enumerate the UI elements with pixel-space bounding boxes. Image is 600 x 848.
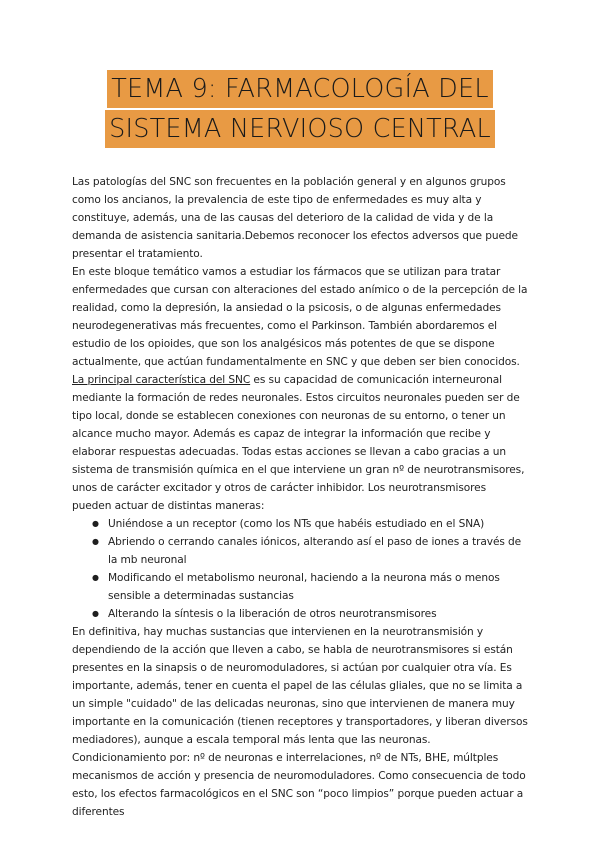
body-text bbox=[72, 173, 528, 821]
list-item: ● Abriendo o cerrando canales iónicos, alterando así el paso de iones a través de la mb neuronal bbox=[72, 533, 528, 569]
paragraph-conditioning: Condicionamiento por: nº de neuronas e interrelaciones, nº de NTs, BHE, múltples mecanismos de acción y presencia de neuromoduladores. Como consecuencia de todo esto, los efectos farmacológicos en el SNC son “poco limpios” porque pueden actuar a diferentes bbox=[72, 752, 526, 818]
paragraph-intro: Las patologías del SNC son frecuentes en la población general y en algunos grupos como los ancianos, la prevalencia de este tipo de enfermedades es muy alta y constituye, además, una de las causas del deterioro de la calidad de vida y de la demanda de asistencia sanitaria.Debemos reconocer los efectos adversos que puede presentar el tratamiento. bbox=[72, 176, 518, 260]
paragraph-snc-characteristic bbox=[72, 371, 528, 515]
list-item: ● Alterando la síntesis o la liberación de otros neurotransmisores bbox=[72, 605, 528, 623]
paragraph-scope: En este bloque temático vamos a estudiar los fármacos que se utilizan para tratar enfermedades que cursan con alteraciones del estado anímico o de la percepción de la realidad, como la depresión, la ansiedad o la psicosis, o de algunas enfermedades neurodegenerativas más frecuentes, como el Parkinson. También abordaremos el estudio de los opioides, que son los analgésicos más potentes de que se dispone actualmente, que actúan fundamentalmente en SNC y que deben ser bien conocidos. bbox=[72, 266, 528, 368]
underlined-heading: La principal característica del SNC bbox=[72, 374, 251, 386]
list-item: ● Modificando el metabolismo neuronal, haciendo a la neurona más o menos sensible a determinadas sustancias bbox=[72, 569, 528, 605]
mechanisms-list bbox=[72, 515, 528, 623]
title-line-2: SISTEMA NERVIOSO CENTRAL bbox=[105, 110, 495, 148]
title-line-1: TEMA 9: FARMACOLOGÍA DEL bbox=[107, 70, 492, 108]
paragraph-snc-text: es su capacidad de comunicación interneuronal mediante la formación de redes neuronales. Estos circuitos neuronales pueden ser de tipo local, donde se establecen conexiones con neuronas de su entorno, o tener un alcance mucho mayor. Además es capaz de integrar la información que recibe y elaborar respuestas adecuadas. Todas estas acciones se llevan a cabo gracias a un sistema de transmisión química en el que interviene un gran nº de neurotransmisores, unos de carácter excitador y otros de carácter inhibidor. Los neurotransmisores pueden actuar de distintas maneras: bbox=[72, 374, 525, 512]
list-item: ● Uniéndose a un receptor (como los NTs que habéis estudiado en el SNA) bbox=[72, 515, 528, 533]
paragraph-neurotransmission: En definitiva, hay muchas sustancias que intervienen en la neurotransmisión y dependiendo de la acción que lleven a cabo, se habla de neurotransmisores si están presentes en la sinapsis o de neuromoduladores, si actúan por cualquier otra vía. Es importante, además, tener en cuenta el papel de las células gliales, que no se limita a un simple "cuidado" de las delicadas neuronas, sino que intervienen de manera muy importante en la comunicación (tienen receptores y transportadores, y liberan diversos mediadores), aunque a escala temporal más lenta que las neuronas. bbox=[72, 626, 528, 746]
page-title bbox=[0, 70, 600, 148]
